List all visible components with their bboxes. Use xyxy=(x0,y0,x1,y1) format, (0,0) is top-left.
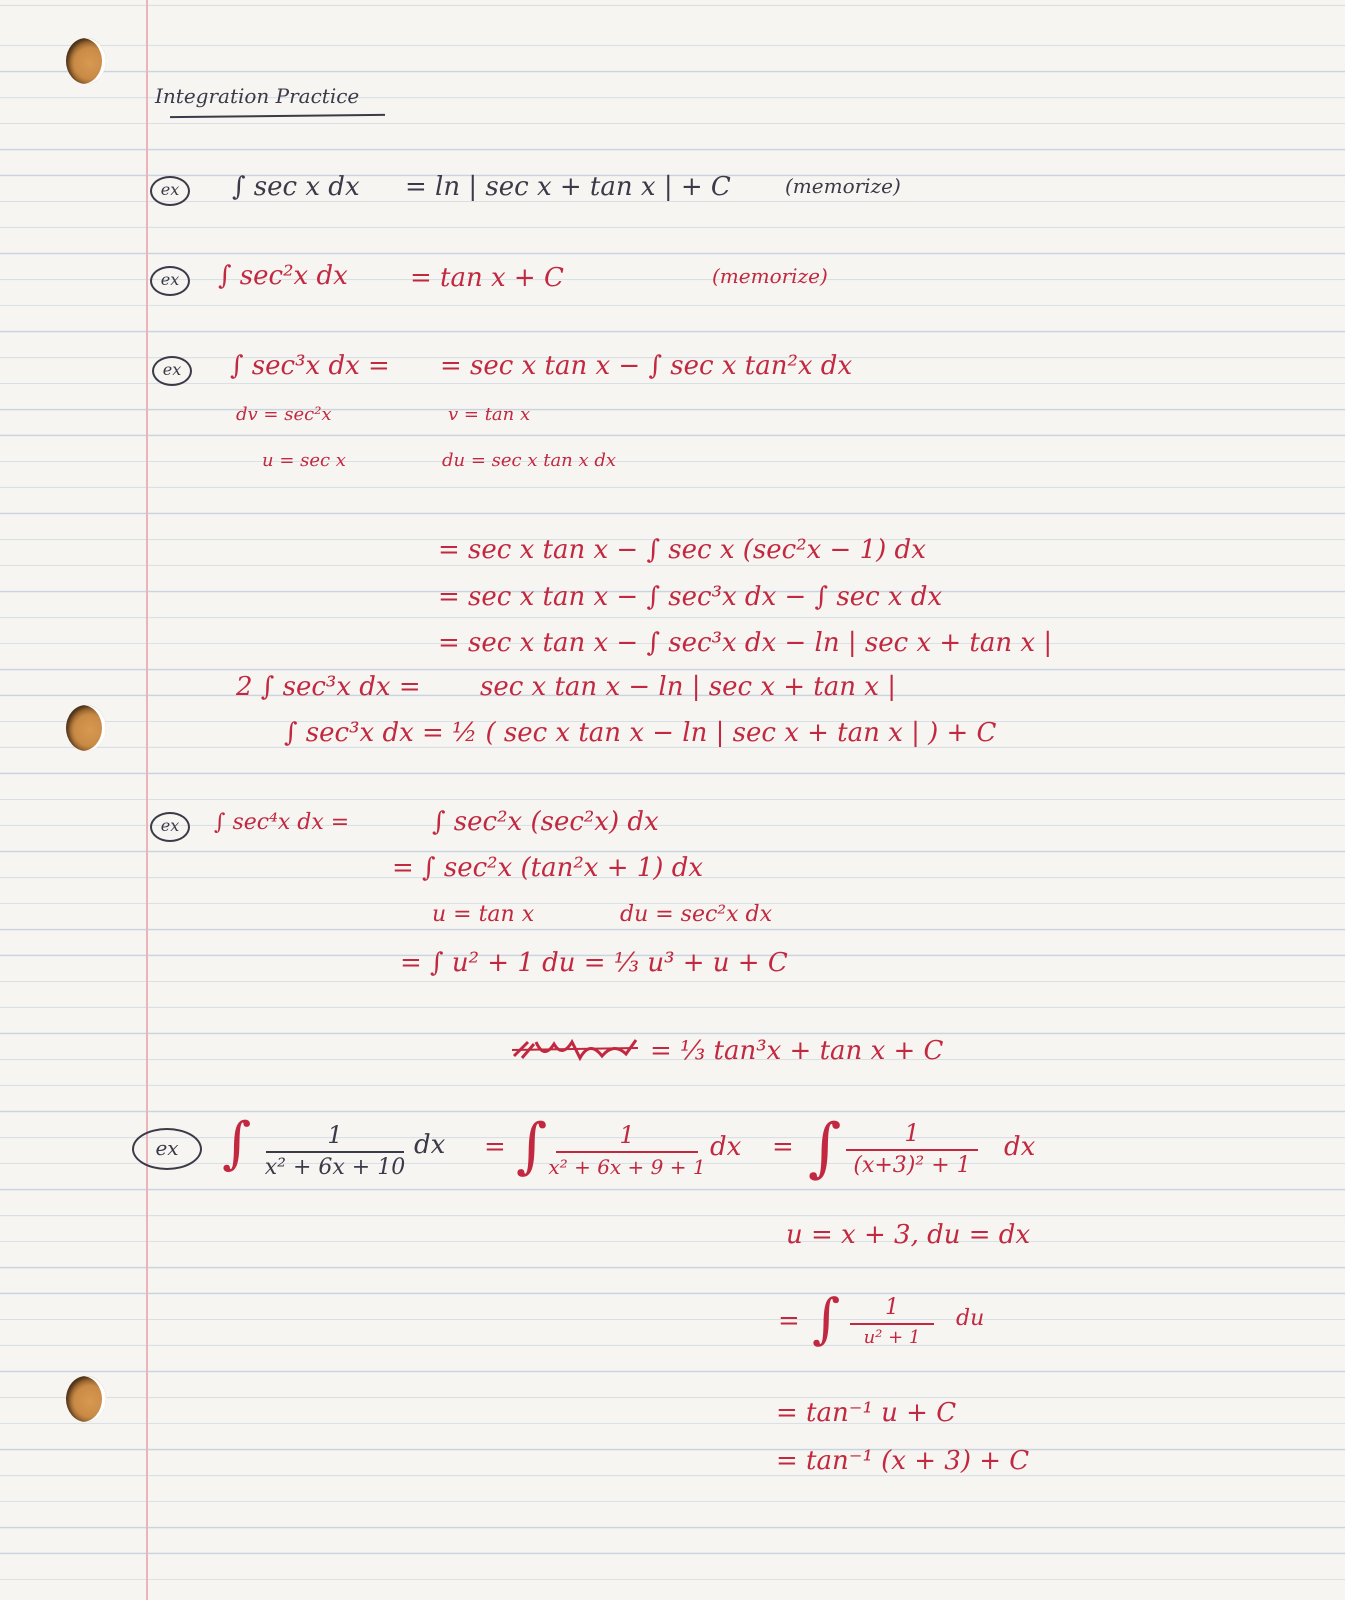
ex5-fraction-3 xyxy=(846,1120,978,1179)
binder-hole xyxy=(66,1376,106,1422)
ex3-dv: dv = sec²x xyxy=(236,404,332,425)
ex5-dx-2: dx xyxy=(710,1132,742,1162)
ex2-lhs: ∫ sec²x dx xyxy=(218,261,348,291)
ex3-v: v = tan x xyxy=(448,404,531,425)
ex1-rhs: = ln | sec x + tan x | + C xyxy=(405,172,731,202)
ex3-line1: = sec x tan x − ∫ sec x (sec²x − 1) dx xyxy=(438,535,926,565)
ex3-line4-rhs: sec x tan x − ln | sec x + tan x | xyxy=(480,672,896,702)
binder-hole xyxy=(66,38,106,84)
ex5-denominator-3: (x+3)² + 1 xyxy=(853,1153,971,1179)
margin-line xyxy=(146,0,148,1600)
ex3-line2: = sec x tan x − ∫ sec³x dx − ∫ sec x dx xyxy=(438,582,943,612)
integral-sign: ∫ xyxy=(812,1287,841,1350)
ex5-du: du xyxy=(956,1306,985,1331)
ex3-line3: = sec x tan x − ∫ sec³x dx − ln | sec x + tan x | xyxy=(438,628,1053,658)
ex5-line-b: = tan⁻¹ (x + 3) + C xyxy=(776,1446,1030,1476)
ex4-line2: = ∫ sec²x (tan²x + 1) dx xyxy=(392,853,703,883)
example-marker: ex xyxy=(150,176,190,206)
integral-sign: ∫ xyxy=(516,1111,548,1181)
ex5-fraction-4 xyxy=(850,1296,934,1348)
ex5-denominator-4: u² + 1 xyxy=(863,1327,921,1349)
binder-hole xyxy=(66,705,106,751)
ex5-fraction-1 xyxy=(266,1122,404,1181)
ex5-equals-3: = xyxy=(778,1306,800,1336)
integral-sign: ∫ xyxy=(222,1111,252,1176)
ex3-line5-lhs: ∫ sec³x dx = xyxy=(284,718,444,748)
title-underline xyxy=(170,114,385,118)
ex3-line5-rhs: ½ ( sec x tan x − ln | sec x + tan x | ) + C xyxy=(452,718,997,748)
ex3-line4-lhs: 2 ∫ sec³x dx = xyxy=(236,672,421,702)
ex3-u: u = sec x xyxy=(262,450,346,471)
example-marker: ex xyxy=(150,812,190,842)
ex5-line-a: = tan⁻¹ u + C xyxy=(776,1398,957,1428)
ex3-du: du = sec x tan x dx xyxy=(442,450,617,471)
ex3-lhs: ∫ sec³x dx = xyxy=(230,351,390,381)
ex4-line1: ∫ sec²x (sec²x) dx xyxy=(432,807,659,837)
ex3-rhs: = sec x tan x − ∫ sec x tan²x dx xyxy=(440,351,853,381)
ex4-sub-du: du = sec²x dx xyxy=(620,902,773,927)
ex5-dx-1: dx xyxy=(414,1130,446,1160)
example-marker: ex xyxy=(152,356,192,386)
ex2-note: (memorize) xyxy=(712,264,828,288)
ex4-lhs: ∫ sec⁴x dx = xyxy=(214,810,350,835)
ex5-equals-1: = xyxy=(484,1132,506,1162)
ex5-numerator: 1 xyxy=(327,1121,343,1149)
ex5-dx-3: dx xyxy=(1004,1132,1036,1162)
example-marker: ex xyxy=(132,1128,202,1170)
ex5-substitution: u = x + 3, du = dx xyxy=(786,1220,1031,1250)
ex2-rhs: = tan x + C xyxy=(410,263,564,293)
ex1-note: (memorize) xyxy=(785,174,901,198)
ex5-denominator-2: x² + 6x + 9 + 1 xyxy=(548,1155,706,1180)
ex5-equals-2: = xyxy=(772,1132,794,1162)
ex4-sub-u: u = tan x xyxy=(432,902,535,927)
ex5-fraction-2 xyxy=(548,1121,706,1180)
ex5-numerator: 1 xyxy=(619,1121,635,1149)
crossed-out-scribble xyxy=(510,1036,640,1064)
ex5-numerator: 1 xyxy=(885,1295,899,1320)
ex5-numerator: 1 xyxy=(904,1119,920,1147)
example-marker: ex xyxy=(150,266,190,296)
integral-sign: ∫ xyxy=(808,1111,842,1185)
ex1-lhs: ∫ sec x dx xyxy=(232,172,360,202)
ex4-line4: = ⅓ tan³x + tan x + C xyxy=(650,1036,944,1066)
ex4-line3: = ∫ u² + 1 du = ⅓ u³ + u + C xyxy=(400,948,788,978)
page-title: Integration Practice xyxy=(155,84,360,108)
ex5-denominator-1: x² + 6x + 10 xyxy=(264,1155,406,1181)
